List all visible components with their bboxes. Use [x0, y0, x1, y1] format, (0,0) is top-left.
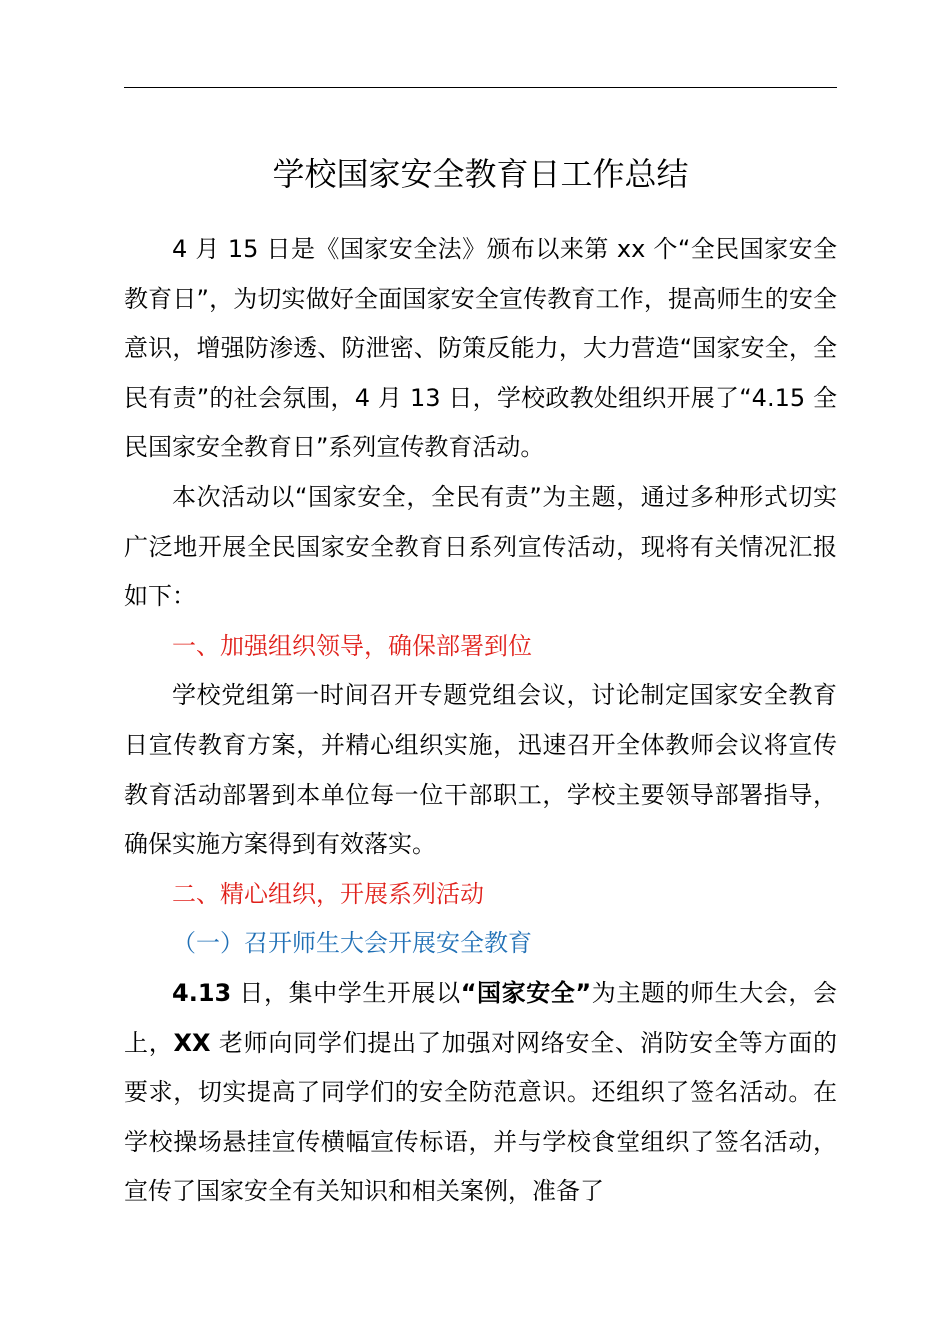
- paragraph-theme: 本次活动以“国家安全，全民有责”为主题，通过多种形式切实广泛地开展全民国家安全教育日系列宣传活动，现将有关情况汇报如下：: [124, 482, 837, 611]
- section-heading-2: 二、精心组织，开展系列活动: [172, 879, 484, 908]
- assembly-theme: “国家安全”: [460, 978, 592, 1007]
- teacher-name: XX: [173, 1028, 211, 1057]
- header-rule: [124, 87, 837, 88]
- assembly-text-c: 老师向同学们提出了加强对网络安全、消防安全等方面的要求，切实提高了同学们的安全防范意识。还组织了签名活动。在学校操场悬挂宣传横幅宣传标语，并与学校食堂组织了签名活动，宣传了国家安全有关知识和相关案例，准备了: [124, 1028, 837, 1206]
- paragraph-assembly: [124, 969, 837, 1217]
- paragraph-intro: 4 月 15 日是《国家安全法》颁布以来第 xx 个“全民国家安全教育日”，为切实做好全面国家安全宣传教育工作，提高师生的安全意识，增强防渗透、防泄密、防策反能力，大力营造“国家安全，全民有责”的社会氛围，4 月 13 日，学校政教处组织开展了“4.15 全民国家安全教育日”系列宣传教育活动。: [124, 235, 837, 462]
- subsection-heading-1: （一）召开师生大会开展安全教育: [172, 929, 532, 958]
- section-heading-1: 一、加强组织领导，确保部署到位: [172, 631, 532, 660]
- document-title: 学校国家安全教育日工作总结: [272, 155, 689, 193]
- assembly-date: 4.13: [172, 978, 232, 1007]
- paragraph-organization: 学校党组第一时间召开专题党组会议，讨论制定国家安全教育日宣传教育方案，并精心组织实施，迅速召开全体教师会议将宣传教育活动部署到本单位每一位干部职工，学校主要领导部署指导，确保实施方案得到有效落实。: [124, 681, 837, 859]
- assembly-text-a: 日，集中学生开展以: [231, 978, 461, 1007]
- assembly-text-b: 为主题的师生大会，会上，: [124, 978, 837, 1057]
- document-body: [124, 225, 837, 1217]
